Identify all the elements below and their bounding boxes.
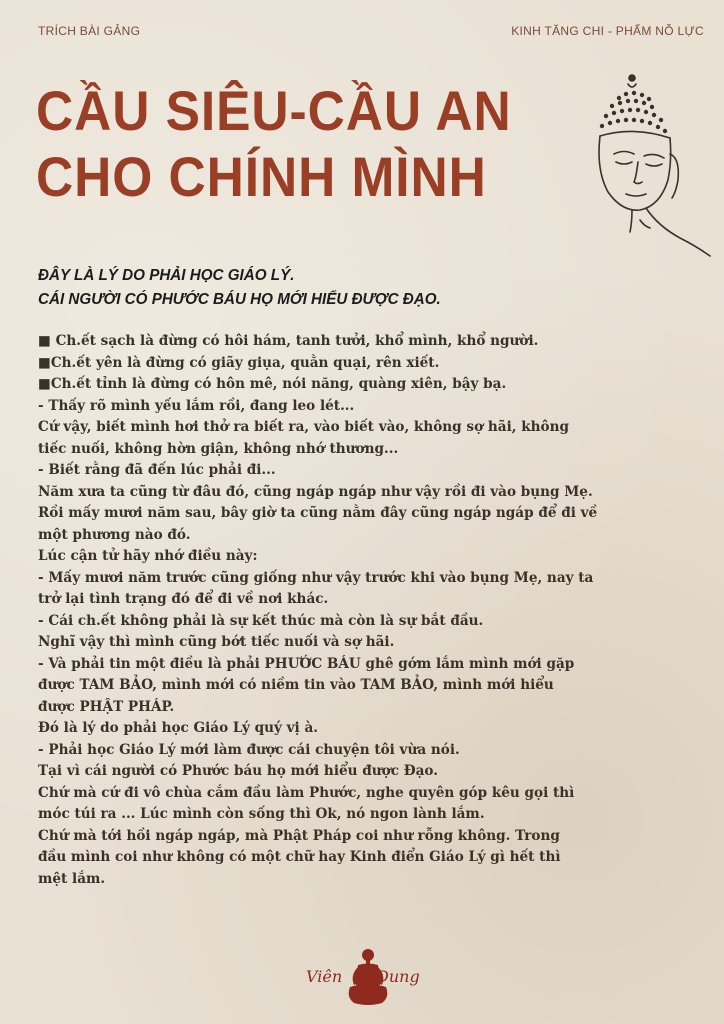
subtitle-block	[38, 264, 441, 312]
title-line-2: CHO CHÍNH MÌNH	[36, 144, 487, 208]
body-line: móc túi ra ... Lúc mình còn sống thì Ok, nó ngon lành lắm.	[38, 806, 485, 822]
body-line: ■Ch.ết yên là đừng có giãy giụa, quằn quại, rên xiết.	[38, 354, 440, 371]
page-title	[36, 78, 512, 209]
body-line: tiếc nuối, không hờn giận, không nhớ thương...	[38, 440, 399, 457]
subtitle-line-1: ĐÂY LÀ LÝ DO PHẢI HỌC GIÁO LÝ.	[38, 267, 295, 284]
body-line: đầu mình coi như không có một chữ hay Kinh điển Giáo Lý gì hết thì	[38, 849, 561, 865]
body-line: - Phải học Giáo Lý mới làm được cái chuyện tôi vừa nói.	[38, 741, 460, 758]
logo-word-1: Viên	[306, 967, 343, 986]
body-line: Chứ mà cứ đi vô chùa cắm đầu làm Phước, nghe quyên góp kêu gọi thì	[38, 784, 575, 801]
body-line: được PHẬT PHÁP.	[38, 698, 175, 715]
body-line: ■Ch.ết tỉnh là đừng có hôn mê, nói năng, quàng xiên, bậy bạ.	[38, 376, 507, 392]
body-line: Rồi mấy mươi năm sau, bây giờ ta cũng nằm đây cũng ngáp ngáp để đi về	[38, 505, 598, 521]
body-line: - Cái ch.ết không phải là sự kết thúc mà còn là sự bắt đầu.	[38, 612, 484, 629]
body-line: - Thấy rõ mình yếu lắm rồi, đang leo lét...	[38, 397, 355, 414]
body-line: - Biết rằng đã đến lúc phải đi...	[38, 462, 276, 478]
subtitle-line-2: CÁI NGƯỜI CÓ PHƯỚC BÁU HỌ MỚI HIỂU ĐƯỢC ĐẠO.	[38, 291, 441, 308]
body-line: Nghĩ vậy thì mình cũng bớt tiếc nuối và sợ hãi.	[38, 634, 395, 650]
body-line: mệt lắm.	[38, 870, 106, 887]
body-line: trở lại tình trạng đó để đi về nơi khác.	[38, 591, 329, 607]
body-line: ■ Ch.ết sạch là đừng có hôi hám, tanh tưởi, khổ mình, khổ người.	[38, 333, 539, 349]
body-text	[38, 331, 714, 890]
header-right-label: KINH TĂNG CHI - PHẨM NỖ LỰC	[511, 24, 704, 38]
body-line: một phương nào đó.	[38, 526, 191, 543]
logo-word-2: Dung	[376, 967, 420, 986]
body-line: - Và phải tin một điều là phải PHƯỚC BÁU ghê gớm lắm mình mới gặp	[38, 655, 575, 672]
body-line: Cứ vậy, biết mình hơi thở ra biết ra, vào biết vào, không sợ hãi, không	[38, 419, 569, 435]
header-bar	[38, 24, 704, 38]
body-line: được TAM BẢO, mình mới có niềm tin vào TAM BẢO, mình mới hiểu	[38, 677, 554, 693]
body-line: Năm xưa ta cũng từ đâu đó, cũng ngáp ngáp như vậy rồi đi vào bụng Mẹ.	[38, 483, 593, 500]
body-line: - Mấy mươi năm trước cũng giống như vậy trước khi vào bụng Mẹ, nay ta	[38, 569, 594, 586]
body-line: Tại vì cái người có Phước báu họ mới hiểu được Đạo.	[38, 763, 438, 779]
body-line: Lúc cận tử hãy nhớ điều này:	[38, 548, 258, 564]
body-line: Chứ mà tới hồi ngáp ngáp, mà Phật Pháp coi như rỗng không. Trong	[38, 827, 560, 844]
buddha-head-icon	[584, 70, 714, 260]
header-left-label: TRÍCH BÀI GẢNG	[38, 24, 141, 38]
logo	[306, 945, 426, 1011]
body-line: Đó là lý do phải học Giáo Lý quý vị à.	[38, 720, 318, 736]
title-line-1: CẦU SIÊU-CẦU AN	[36, 79, 512, 142]
